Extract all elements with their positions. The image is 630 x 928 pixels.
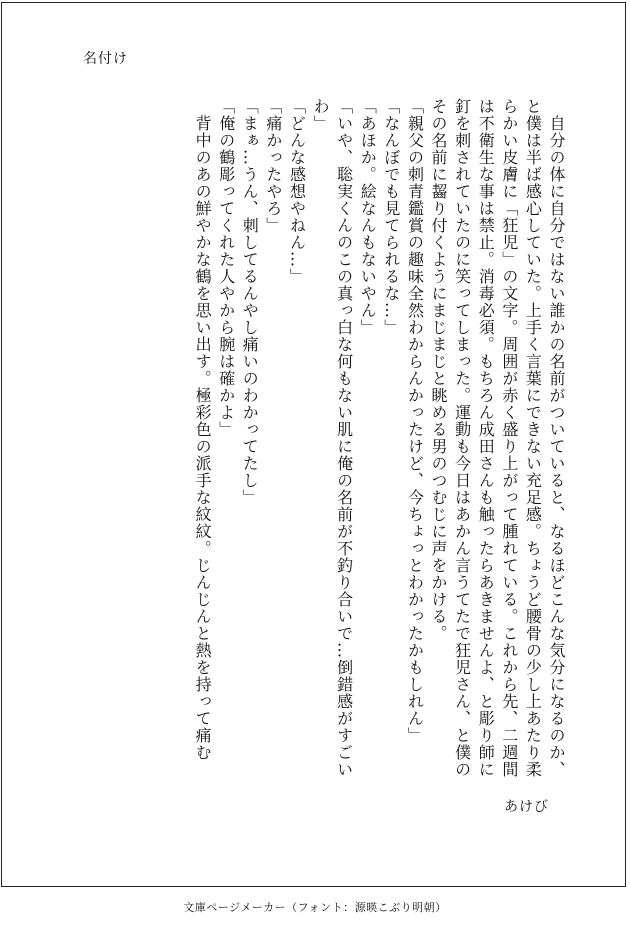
dialogue-line: 「なんぼでも見てられるな…」: [381, 98, 401, 336]
dialogue-line: 「親父の刺青鑑賞の趣味全然わからんかったけど、今ちょっとわかったかもしれん」: [405, 98, 425, 744]
body-text: [191, 98, 569, 778]
dialogue-line: 「まぁ…うん、刺してるんやし痛いのわかってたし」: [240, 98, 260, 506]
footer-credit: 文庫ページメーカー（フォント：源暎こぶり明朝）: [183, 901, 447, 914]
paragraph-narration-1: 自分の体に自分ではない誰かの名前がついていると、なるほどこんな気分になるのか、と僕は半ば感心していた。上手く言葉にできない充足感。ちょうど腰骨の少し上あたり柔らかい皮膚に「狂児」の文字。周囲が赤く盛り上がって腫れている。これから先、二週間は不衛生な事は禁止。消毒必須。もちろん成田さんも触ったらあきませんよ、と彫り師に釘を刺されていたのに笑ってしまった。運動も今日はあかん言うてたで狂児さん、と僕のその名前に齧り付くようにまじまじと眺める男のつむじに声をかける。: [429, 98, 566, 778]
author-name: あけび: [504, 799, 549, 815]
dialogue-line: 「あほか。絵なんもないやん」: [358, 98, 378, 336]
dialogue-line: 「俺の鶴彫ってくれた人やから腕は確かよ」: [216, 98, 236, 438]
paragraph-narration-2: 背中のあの鮮やかな鶴を思い出す。極彩色の派手な紋紋。じんじんと熱を持って痛む: [193, 98, 213, 761]
page-title: 名付け: [83, 51, 128, 67]
dialogue-line: 「どんな感想やねん…」: [287, 98, 307, 285]
dialogue-line: 「いや、聡実くんのこの真っ白な何もない肌に俺の名前が不釣り合いで…倒錯感がすごいわ」: [311, 98, 354, 778]
dialogue-line: 「痛かったやろ」: [263, 98, 283, 234]
